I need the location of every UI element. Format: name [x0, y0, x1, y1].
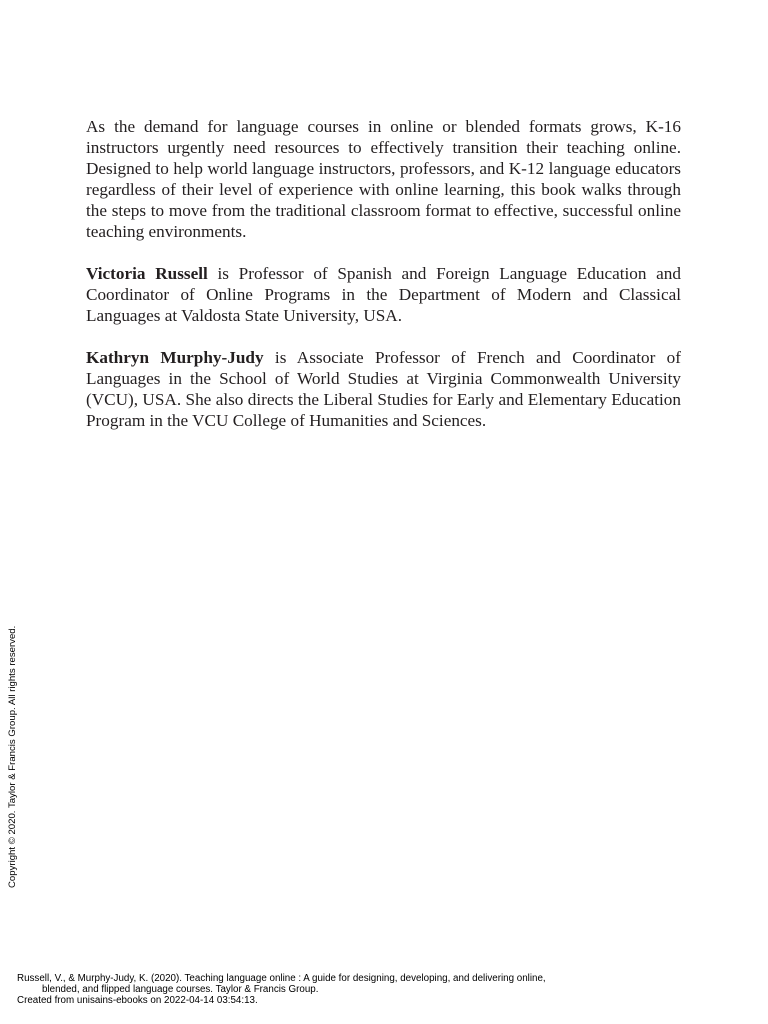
book-description [86, 116, 681, 452]
author-bio-russell [86, 263, 681, 326]
author-bio-text: is Professor of Spanish and Foreign Language Education and Coordinator of Online Programs in the Department of Modern and Classical Languages at Valdosta State University, USA. [86, 264, 681, 325]
citation-line: blended, and flipped language courses. Taylor & Francis Group. [42, 984, 319, 995]
author-name: Victoria Russell [86, 264, 208, 283]
citation-footer [17, 973, 737, 1006]
copyright-notice: Copyright © 2020. Taylor & Francis Group. All rights reserved. [7, 625, 18, 888]
intro-paragraph: As the demand for language courses in online or blended formats grows, K-16 instructors urgently need resources to effectively transition their teaching online. Designed to help world language instructors, professors, and K-12 language educators regardless of their level of experience with online learning, this book walks through the steps to move from the traditional classroom format to effective, successful online teaching environments. [86, 117, 681, 241]
author-name: Kathryn Murphy-Judy [86, 348, 264, 367]
author-bio-murphy-judy [86, 347, 681, 431]
created-stamp: Created from unisains-ebooks on 2022-04-14 03:54:13. [17, 995, 258, 1006]
citation-line: Russell, V., & Murphy-Judy, K. (2020). Teaching language online : A guide for designing, developing, and delivering online, [17, 973, 546, 984]
author-bio-text: is Associate Professor of French and Coordinator of Languages in the School of World Studies at Virginia Commonwealth University (VCU), USA. She also directs the Liberal Studies for Early and Elementary Education Program in the VCU College of Humanities and Sciences. [86, 348, 681, 430]
